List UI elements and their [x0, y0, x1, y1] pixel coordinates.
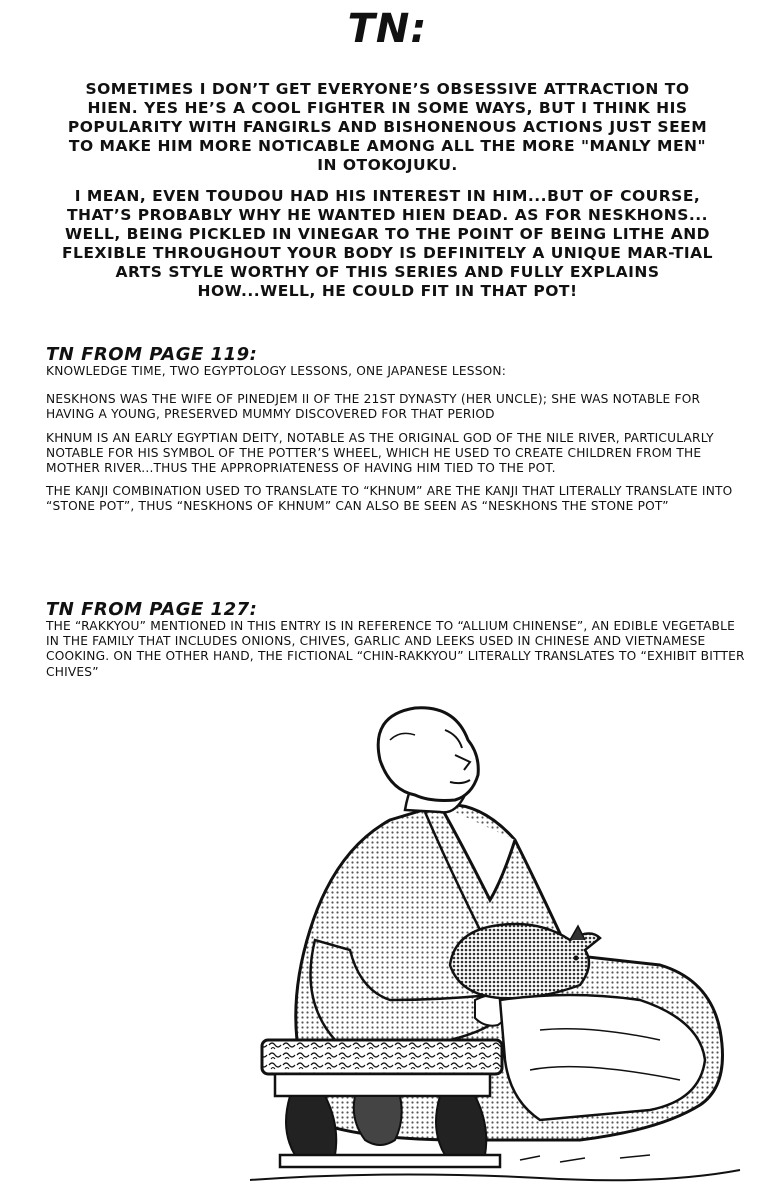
section-heading: TN FROM PAGE 119:	[46, 344, 258, 365]
section-paragraph: THE “RAKKYOU” MENTIONED IN THIS ENTRY IS IN REFERENCE TO “ALLIUM CHINENSE”, AN EDIBLE VEGETABLE IN THE FAMILY THAT INCLUDES ONIONS, CHIVES, GARLIC AND LEEKS USED IN CHINESE AND VIETNAMESE COOKING. ON THE OTHER HAND, THE FICTIONAL “CHIN-RAKKYOU” LITERALLY TRANSLATES TO “EXHIBIT BITTER CHIVES”	[46, 619, 745, 679]
tn-section-page-119	[46, 345, 746, 523]
section-heading: TN FROM PAGE 127:	[46, 599, 258, 620]
page-title: TN:	[347, 6, 428, 52]
intro-paragraph-1: SOMETIMES I DON’T GET EVERYONE’S OBSESSIVE ATTRACTION TO HIEN. YES HE’S A COOL FIGHTER IN SOME WAYS, BUT I THINK HIS POPULARITY WITH FANGIRLS AND BISHONENOUS ACTIONS JUST SEEM TO MAKE HIM MORE NOTICABLE AMONG ALL THE MORE "MANLY MEN" IN OTOKOJUKU.	[67, 80, 708, 174]
section-paragraph: KHNUM IS AN EARLY EGYPTIAN DEITY, NOTABLE AS THE ORIGINAL GOD OF THE NILE RIVER, PARTICULARLY NOTABLE FOR HIS SYMBOL OF THE POTTER’S WHEEL, WHICH HE USED TO CREATE CHILDREN FROM THE MOTHER RIVER...THUS THE APPROPRIATENESS OF HAVING HIM TIED TO THE POT.	[46, 430, 714, 476]
stool	[262, 1040, 502, 1167]
intro-paragraph-2: I MEAN, EVEN TOUDOU HAD HIS INTEREST IN HIM...BUT OF COURSE, THAT’S PROBABLY WHY HE WANTED HIEN DEAD. AS FOR NESKHONS... WELL, BEING PICKLED IN VINEGAR TO THE POINT OF BEING LITHE AND FLEXIBLE THROUGHOUT YOUR BODY IS DEFINITELY A UNIQUE MAR-TIAL ARTS STYLE WORTHY OF THIS SERIES AND FULLY EXPLAINS HOW...WELL, HE COULD FIT IN THAT POT!	[61, 187, 714, 300]
section-paragraph: NESKHONS WAS THE WIFE OF PINEDJEM II OF THE 21ST DYNASTY (HER UNCLE); SHE WAS NOTABLE FOR HAVING A YOUNG, PRESERVED MUMMY DISCOVERED FOR THAT PERIOD	[46, 392, 701, 422]
section-paragraph: KNOWLEDGE TIME, TWO EGYPTOLOGY LESSONS, ONE JAPANESE LESSON:	[46, 364, 507, 378]
tn-section-page-127	[46, 600, 746, 688]
seated-man-illustration	[240, 700, 750, 1195]
head	[378, 708, 478, 801]
section-paragraph: THE KANJI COMBINATION USED TO TRANSLATE TO “KHNUM” ARE THE KANJI THAT LITERALLY TRANSLATE INTO “STONE POT”, THUS “NESKHONS OF KHNUM” CAN ALSO BE SEEN AS “NESKHONS THE STONE POT”	[46, 484, 733, 514]
intro-block	[60, 80, 715, 313]
